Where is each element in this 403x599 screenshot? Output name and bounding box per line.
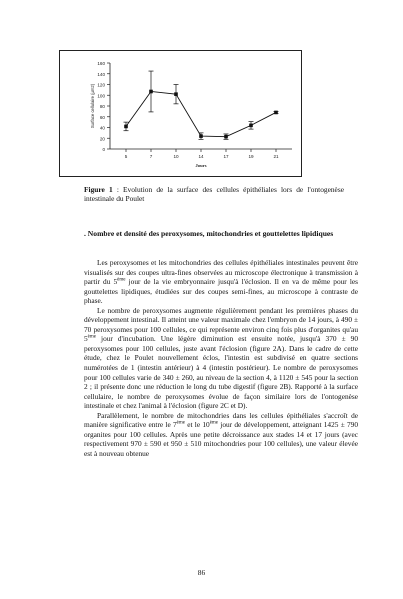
paragraph-2 — [84, 306, 358, 411]
y-axis-label: Surface cellulaire (µm2) — [90, 83, 95, 129]
paragraph-1-text-a: Les peroxysomes et les mitochondries des cellules épithéliales intestinales peuvent être visualisés sur des coupes ultra-fines observées au microscope électronique à transmission à partir du 5 — [84, 258, 358, 287]
figure-label: Figure 1 — [84, 185, 113, 194]
data-point — [124, 125, 128, 129]
paragraph-1-text-b: jour de la vie embryonnaire jusqu'à l'éclosion. Il en va de même pour les gouttelettes lipidiques, étudiées sur des coupes semi-fines, au microscope à contraste de phase. — [84, 277, 359, 306]
x-tick-label: 14 — [198, 154, 204, 159]
paragraph-2-text-a: Le nombre de peroxysomes augmente régulièrement pendant les premières phases du développement intestinal. Il atteint une valeur maximale chez l'embryon de 14 jours, à 490 ± 70 peroxysomes pour 100 cellules, ce qui représente environ cinq fois plus d'organites qu'au 5 — [84, 305, 358, 344]
paragraph-3-text-c: jour de développement, atteignant 1425 ± 790 organites pour 100 cellules. Après une petite décroissance aux stades 14 et 17 jours (avec respectivement 970 ± 590 et 950 ± 510 mitochondries pour 100 cellules), une valeur élevée est à nouveau obtenue — [84, 420, 358, 458]
data-point — [174, 92, 178, 96]
y-tick-label: 160 — [97, 61, 105, 66]
y-tick-label: 0 — [102, 147, 105, 152]
data-point — [249, 124, 253, 128]
y-tick-label: 120 — [97, 82, 105, 88]
page-number: 86 — [197, 568, 206, 577]
figure-caption — [84, 185, 344, 204]
figure-1-chart — [59, 50, 302, 177]
paragraph-3-sup: ème — [176, 420, 185, 426]
x-tick-label: 17 — [223, 154, 229, 159]
data-point — [199, 134, 203, 138]
y-tick-label: 80 — [99, 104, 105, 109]
y-tick-label: 20 — [99, 136, 105, 142]
data-point — [149, 90, 153, 94]
paragraph-1 — [84, 258, 358, 306]
paragraph-2-sup: ème — [87, 334, 96, 340]
x-axis-label: Jours — [195, 163, 207, 168]
body-text — [84, 258, 358, 458]
paragraph-3 — [84, 411, 358, 459]
paragraph-2-text-b: jour d'incubation. Une légère diminution est ensuite notée, jusqu'à 370 ± 90 peroxysomes pour 100 cellules, juste avant l'éclosion (figure 2A). Dans le cadre de cette étude, chez le Poulet nouvellement éclos, l'intestin est subdivisé en quatre sections numérotées de 1 (intestin antérieur) à 4 (intestin postérieur). Le nombre de peroxysomes pour 100 cellules varie de 340 ± 260, au niveau de la section 4, à 1120 ± 545 pour la section 2 ; il présente donc une réduction le long du tube digestif (figure 2B). Rapporté à la surface cellulaire, le nombre de peroxysomes évolue de façon similaire lors de l'ontogenèse intestinale et chez l'animal à l'éclosion (figure 2C et D). — [84, 334, 358, 411]
chart-svg — [60, 51, 303, 178]
y-tick-label: 60 — [99, 114, 105, 120]
paragraph-1-sup: ème — [117, 277, 126, 283]
y-tick-label: 140 — [97, 71, 105, 77]
x-tick-label: 7 — [149, 154, 153, 159]
figure-caption-text: : Evolution de la surface des cellules épithéliales lors de l'ontogenèse intestinale du Poulet — [84, 185, 344, 204]
x-tick-label: 10 — [173, 154, 179, 159]
x-tick-label: 5 — [124, 154, 128, 159]
y-tick-label: 40 — [99, 125, 105, 131]
paragraph-3-text-a: Parallèlement, le nombre de mitochondries dans les cellules épithéliales s'accroît de manière significative entre le 7 — [84, 410, 358, 430]
data-point — [224, 135, 228, 139]
section-heading: . Nombre et densité des peroxysomes, mitochondries et gouttelettes lipidiques — [84, 229, 334, 238]
data-point — [274, 111, 278, 115]
series-line — [126, 91, 276, 136]
x-tick-label: 21 — [273, 154, 279, 159]
y-tick-label: 100 — [97, 93, 105, 99]
paragraph-3-text-b: et le 10 — [184, 420, 210, 430]
paragraph-3-sup-2: ème — [209, 420, 219, 426]
x-tick-label: 19 — [248, 154, 254, 159]
